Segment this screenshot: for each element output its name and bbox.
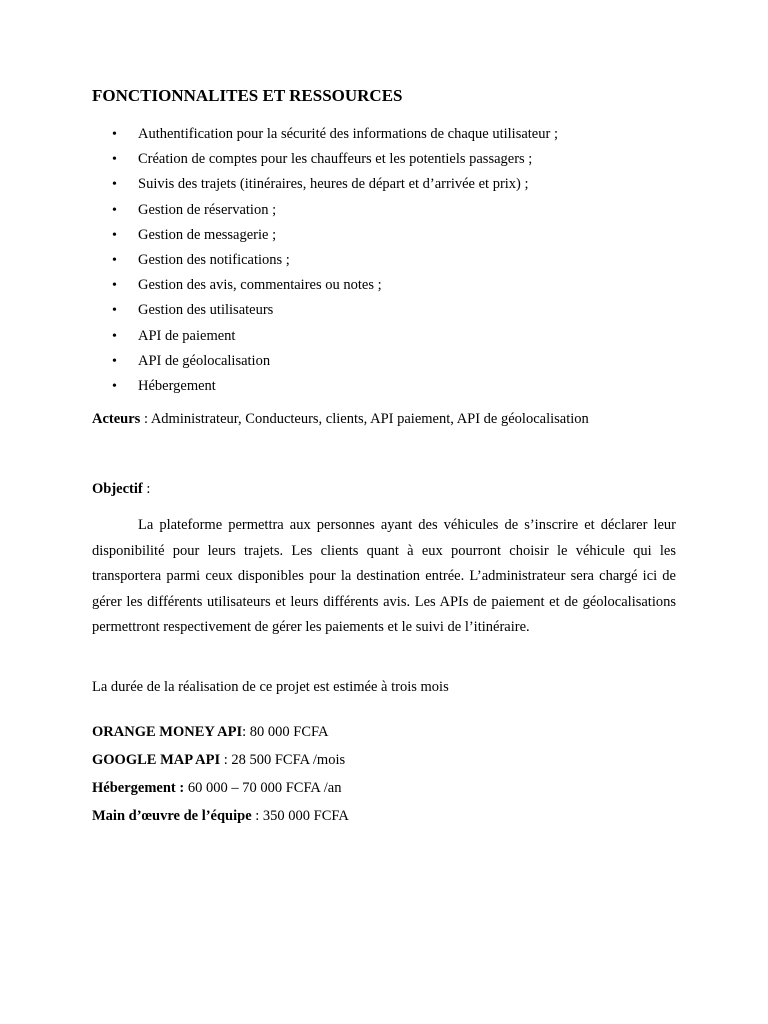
section-heading: FONCTIONNALITES ET RESSOURCES: [92, 86, 403, 105]
cost-label: Main d’œuvre de l’équipe: [92, 808, 252, 824]
list-item-text: Suivis des trajets (itinéraires, heures de départ et d’arrivée et prix) ;: [138, 176, 529, 193]
bullet-icon: •: [112, 227, 117, 243]
cost-label: GOOGLE MAP API: [92, 752, 221, 768]
list-item-text: API de paiement: [138, 327, 236, 344]
list-item: [92, 324, 678, 349]
cost-line-labor: [92, 808, 349, 825]
list-item-text: Gestion des utilisateurs: [138, 302, 274, 319]
cost-label: ORANGE MONEY API: [92, 724, 243, 740]
bullet-icon: •: [112, 252, 117, 268]
list-item-text: Gestion de messagerie ;: [138, 226, 277, 243]
cost-value: 60 000 – 70 000 FCFA /an: [184, 780, 342, 796]
objective-heading: [92, 481, 150, 498]
objective-label: Objectif: [92, 481, 143, 497]
list-item: [92, 248, 678, 273]
list-item: [92, 374, 678, 399]
bullet-icon: •: [112, 278, 117, 294]
objective-paragraph: La plateforme permettra aux personnes ayant des véhicules de s’inscrire et déclarer leur disponibilité pour leurs trajets. Les clients quant à eux pourront choisir le véhicule qui les transportera parmi ceux disponibles pour la destination entrée. L’administrateur sera chargé ici de gérer les différents utilisateurs et leurs différents avis. Les APIs de paiement et de géolocalisations permettront respectivement de gérer les paiements et le suivi de l’itinéraire.: [92, 517, 676, 636]
actors-label: Acteurs: [92, 411, 141, 427]
list-item: [92, 147, 678, 172]
cost-value: : 350 000 FCFA: [251, 808, 349, 824]
list-item: [92, 172, 678, 197]
list-item: [92, 349, 678, 374]
cost-value: : 28 500 FCFA /mois: [220, 752, 346, 768]
list-item: [92, 198, 678, 223]
cost-label: Hébergement :: [92, 780, 185, 796]
cost-value: : 80 000 FCFA: [242, 724, 329, 740]
list-item-text: Authentification pour la sécurité des informations de chaque utilisateur ;: [138, 126, 558, 142]
list-item-text: Gestion des notifications ;: [138, 251, 290, 268]
bullet-icon: •: [112, 353, 117, 369]
list-item: [92, 223, 678, 248]
duration-line: La durée de la réalisation de ce projet est estimée à trois mois: [92, 679, 449, 695]
list-item-text: Gestion des avis, commentaires ou notes ;: [138, 277, 382, 294]
objective-separator: :: [142, 481, 151, 497]
list-item-text: API de géolocalisation: [138, 352, 271, 369]
actors-value: Administrateur, Conducteurs, clients, API paiement, API de géolocalisation: [150, 411, 589, 427]
bullet-icon: •: [112, 152, 117, 168]
bullet-icon: •: [112, 202, 117, 218]
list-item: [92, 122, 678, 147]
bullet-icon: •: [112, 328, 117, 344]
list-item-text: Gestion de réservation ;: [138, 201, 277, 218]
feature-list: [92, 122, 678, 399]
actors-line: [92, 411, 589, 428]
list-item-text: Hébergement: [138, 377, 216, 394]
cost-line-hosting: [92, 780, 341, 797]
list-item-text: Création de comptes pour les chauffeurs et les potentiels passagers ;: [138, 151, 533, 168]
list-item: [92, 273, 678, 298]
bullet-icon: •: [112, 127, 117, 142]
list-item: [92, 298, 678, 323]
bullet-icon: •: [112, 378, 117, 394]
bullet-icon: •: [112, 177, 117, 193]
cost-line-google-map: [92, 752, 345, 769]
bullet-icon: •: [112, 303, 117, 319]
actors-separator: :: [140, 411, 151, 427]
cost-line-orange-money: [92, 724, 328, 741]
